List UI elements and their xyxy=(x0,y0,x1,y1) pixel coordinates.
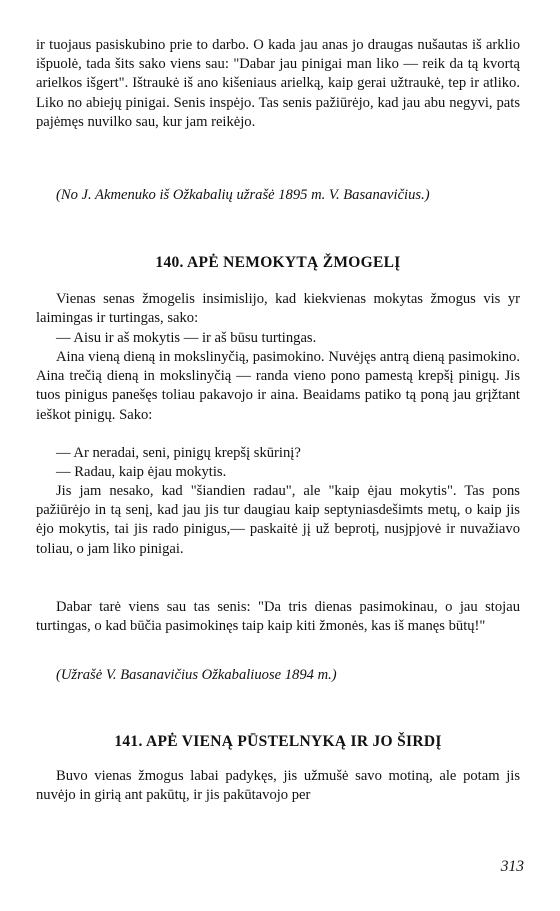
paragraph-140-4: — Ar neradai, seni, pinigų krepšį skūrinį? xyxy=(56,445,301,461)
paragraph-141-1: Buvo vienas žmogus labai padykęs, jis užmušė savo motiną, ale potam jis nuvėjo in girią ant pakūtų, ir jis pakūtavojo per xyxy=(36,768,520,804)
paragraph-140-6: Jis jam nesako, kad "šiandien radau", ale "kaip ėjau mokytis". Tas pons pažiūrėjo in tą senį, kad jau jis tur daugiau kaip septyniasdešimts metų, o kaip jis ėjo mokytis, tai jis rado pinigus,— paskaitė jį už beprotį, nusjpjovė ir nuvažiavo toliau, o jam liko pinigai. xyxy=(36,483,520,557)
paragraph-140-7: Dabar tarė viens sau tas senis: "Da tris dienas pasimokinau, o jau stojau turtingas, o kad būčia pasimokinęs taip kaip kiti žmonės, kas iš manęs būtų!" xyxy=(36,599,520,635)
source-note-2: (Užrašė V. Basanavičius Ožkabaliuose 1894 m.) xyxy=(56,667,337,683)
heading-141: 141. APĖ VIENĄ PŪSTELNYKĄ IR JO ŠIRDĮ xyxy=(114,733,442,750)
heading-140: 140. APĖ NEMOKYTĄ ŽMOGELĮ xyxy=(155,254,401,271)
source-note-1: (No J. Akmenuko iš Ožkabalių užrašė 1895 m. V. Basanavičius.) xyxy=(56,187,430,203)
intro-paragraph: ir tuojaus pasiskubino prie to darbo. O kada jau anas jo draugas nušautas iš arklio išpuolė, tada šits sako viens sau: "Dabar jau pinigai man liko — reik da tą kvortą arielkos išgert". Ištraukė iš ano kišeniaus arielką, kaip gerai užtraukė, tep ir atliko. Liko no abiejų pinigai. Senis inspėjo. Tas senis pažiūrėjo, kad jau abu negyvi, pats pajėmęs nuvilko sau, kur jam reikėjo. xyxy=(36,37,520,130)
paragraph-140-2: — Aisu ir aš mokytis — ir aš būsu turtingas. xyxy=(56,330,317,346)
paragraph-140-5: — Radau, kaip ėjau mokytis. xyxy=(56,464,227,480)
page-number: 313 xyxy=(500,858,524,875)
paragraph-140-1: Vienas senas žmogelis insimislijo, kad kiekvienas mokytas žmogus vis yr laimingas ir turtingas, sako: xyxy=(36,291,520,327)
paragraph-140-3: Aina vieną dieną in mokslinyčią, pasimokino. Nuvėjęs antrą dieną pasimokino. Aina trečią dieną in mokslinyčią — randa vieno pono pamestą krepšį pinigų. Jis tuos pinigus panešęs toliau pakavojo ir aina. Beaidams patiko tą poną jau grįžtant ieškot pinigų. Sako: xyxy=(36,349,520,423)
